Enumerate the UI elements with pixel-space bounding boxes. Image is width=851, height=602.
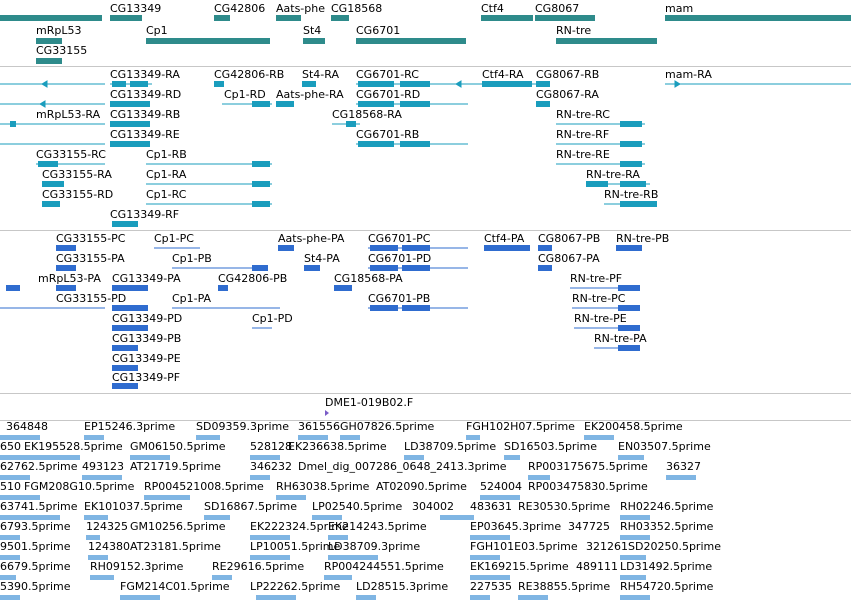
mrna-label[interactable]: Aats-phe-RA — [276, 88, 344, 101]
est-label[interactable]: 304002 — [412, 500, 454, 513]
protein-label[interactable]: RN-tre-PE — [574, 312, 627, 325]
clone-label[interactable]: DME1-019B02.F — [325, 396, 414, 409]
protein-exon[interactable] — [56, 265, 76, 271]
protein-label[interactable]: CG33155-PA — [56, 252, 125, 265]
protein-label[interactable]: CG6701-PD — [368, 252, 432, 265]
mrna-exon[interactable] — [38, 161, 58, 167]
est-label[interactable]: RE38855.5prime — [518, 580, 611, 593]
mrna-exon[interactable] — [620, 121, 642, 127]
mrna-exon[interactable] — [620, 141, 642, 147]
gene-label[interactable]: CG13349 — [110, 2, 162, 15]
mrna-exon[interactable] — [42, 181, 64, 187]
est-label[interactable]: EK214243.5prime — [328, 520, 427, 533]
protein-exon[interactable] — [6, 285, 20, 291]
protein-label[interactable]: CG33155-PD — [56, 292, 127, 305]
protein-label[interactable]: CG13349-PA — [112, 272, 181, 285]
est-mark[interactable] — [470, 595, 490, 600]
est-mark[interactable] — [440, 515, 474, 520]
est-label[interactable]: 524004 — [480, 480, 522, 493]
est-label[interactable]: RP004244551.5prime — [324, 560, 444, 573]
gene-bar-cg8067[interactable] — [535, 15, 595, 21]
protein-label[interactable]: CG6701-PC — [368, 232, 431, 245]
est-label[interactable]: FGM214C01.5prime — [120, 580, 230, 593]
est-label[interactable]: GH07826.5prime — [340, 420, 435, 433]
protein-label[interactable]: CG42806-PB — [218, 272, 288, 285]
mrna-label[interactable]: mam-RA — [665, 68, 712, 81]
protein-label[interactable]: Cp1-PC — [154, 232, 194, 245]
mrna-label[interactable]: RN-tre-RC — [556, 108, 610, 121]
protein-exon[interactable] — [616, 245, 642, 251]
est-label[interactable]: RP003475830.5prime — [528, 480, 648, 493]
protein-exon[interactable] — [334, 285, 352, 291]
gene-bar-cg6701[interactable] — [356, 38, 466, 44]
gene-bar-cg13349[interactable] — [110, 15, 142, 21]
est-label[interactable]: 6793.5prime — [0, 520, 71, 533]
mrna-exon[interactable] — [620, 181, 646, 187]
mrna-exon[interactable] — [586, 181, 608, 187]
mrna-label[interactable]: RN-tre-RB — [604, 188, 659, 201]
clone-track-glyphs — [0, 394, 851, 420]
gene-label[interactable]: Ctf4 — [481, 2, 504, 15]
gene-label[interactable]: CG8067 — [535, 2, 580, 15]
mrna-label[interactable]: Cp1-RB — [146, 148, 187, 161]
mrna-exon[interactable] — [358, 141, 394, 147]
est-label[interactable]: EK101037.5prime — [84, 500, 183, 513]
protein-label[interactable]: RN-tre-PF — [570, 272, 623, 285]
est-label[interactable]: EK169215.5prime — [470, 560, 569, 573]
est-label[interactable]: FGM208G10.5prime — [24, 480, 135, 493]
mrna-label[interactable]: Cp1-RA — [146, 168, 187, 181]
gene-label[interactable]: CG42806 — [214, 2, 266, 15]
mrna-label[interactable]: CG6701-RD — [356, 88, 421, 101]
mrna-exon[interactable] — [252, 201, 270, 207]
mrna-label[interactable]: CG6701-RB — [356, 128, 420, 141]
protein-label[interactable]: RN-tre-PC — [572, 292, 626, 305]
est-label[interactable]: RE30530.5prime — [518, 500, 611, 513]
est-label[interactable]: 36327 — [666, 460, 701, 473]
gene-bar-cg18568[interactable] — [331, 15, 349, 21]
mrna-exon[interactable] — [110, 141, 150, 147]
protein-label[interactable]: RN-tre-PB — [616, 232, 670, 245]
est-label[interactable]: LP02540.5prime — [312, 500, 403, 513]
gene-bar-mam[interactable] — [665, 15, 851, 21]
gene-label[interactable]: mam — [665, 2, 694, 15]
protein-track — [0, 231, 851, 391]
est-label[interactable]: RH54720.5prime — [620, 580, 714, 593]
est-label[interactable]: AT21719.5prime — [130, 460, 221, 473]
mrna-label[interactable]: RN-tre-RE — [556, 148, 610, 161]
gene-label[interactable]: CG6701 — [356, 24, 401, 37]
est-label[interactable]: RP004521008.5prime — [144, 480, 264, 493]
protein-label[interactable]: CG8067-PB — [538, 232, 601, 245]
protein-label[interactable]: Cp1-PB — [172, 252, 212, 265]
mrna-exon[interactable] — [346, 121, 356, 127]
mrna-label[interactable]: CG33155-RA — [42, 168, 112, 181]
gene-bar-cg33155[interactable] — [36, 58, 62, 64]
est-mark[interactable] — [0, 595, 20, 600]
est-label[interactable]: FGH102H07.5prime — [466, 420, 575, 433]
protein-exon[interactable] — [370, 245, 398, 251]
est-label[interactable]: LD28515.3prime — [356, 580, 449, 593]
mrna-exon[interactable] — [276, 101, 294, 107]
mrna-label[interactable]: CG13349-RA — [110, 68, 180, 81]
protein-label[interactable]: CG13349-PF — [112, 371, 181, 384]
est-label[interactable]: EK200458.5prime — [584, 420, 683, 433]
mrna-arrow — [42, 81, 47, 87]
clone-marker[interactable] — [325, 410, 329, 416]
est-label[interactable]: FGH101E03.5prime — [470, 540, 578, 553]
protein-exon[interactable] — [402, 245, 430, 251]
protein-label[interactable]: Ctf4-PA — [484, 232, 525, 245]
est-label[interactable]: EK222324.5prime — [250, 520, 349, 533]
est-label[interactable]: SD16503.5prime — [504, 440, 597, 453]
est-label[interactable]: SD16867.5prime — [204, 500, 297, 513]
est-label[interactable]: GM10256.5prime — [130, 520, 226, 533]
est-label[interactable]: EN03507.5prime — [618, 440, 711, 453]
est-mark[interactable] — [518, 595, 548, 600]
mrna-exon[interactable] — [130, 81, 148, 87]
gene-label[interactable]: St4 — [303, 24, 322, 37]
mrna-exon[interactable] — [110, 121, 150, 127]
gene-label[interactable]: CG18568 — [331, 2, 383, 15]
mrna-label[interactable]: CG13349-RD — [110, 88, 182, 101]
est-label[interactable]: 510 — [0, 480, 21, 493]
est-label[interactable]: RH63038.5prime — [276, 480, 370, 493]
mrna-exon[interactable] — [358, 81, 394, 87]
protein-exon[interactable] — [618, 285, 640, 291]
protein-exon[interactable] — [56, 245, 76, 251]
mrna-arrow — [675, 81, 680, 87]
gene-bar-aats-phe[interactable] — [276, 15, 301, 21]
est-label[interactable]: EP03645.3prime — [470, 520, 562, 533]
gene-label[interactable]: CG33155 — [36, 44, 88, 57]
mrna-label[interactable]: Cp1-RD — [224, 88, 266, 101]
est-label[interactable]: LP22262.5prime — [250, 580, 341, 593]
protein-label[interactable]: CG13349-PD — [112, 312, 183, 325]
protein-label[interactable]: Cp1-PA — [172, 292, 212, 305]
est-label[interactable]: 6679.5prime — [0, 560, 71, 573]
mrna-label[interactable]: RN-tre-RA — [586, 168, 640, 181]
mrna-label[interactable]: St4-RA — [302, 68, 339, 81]
est-label[interactable]: GM06150.5prime — [130, 440, 226, 453]
mrna-label[interactable]: CG13349-RE — [110, 128, 180, 141]
protein-exon[interactable] — [112, 325, 148, 331]
mrna-exon[interactable] — [252, 161, 270, 167]
mrna-exon[interactable] — [10, 121, 16, 127]
gene-label[interactable]: mRpL53 — [36, 24, 82, 37]
est-mark[interactable] — [90, 575, 114, 580]
est-label[interactable]: 528128 — [250, 440, 292, 453]
est-label[interactable]: 321261 — [586, 540, 628, 553]
protein-exon[interactable] — [112, 285, 148, 291]
protein-exon[interactable] — [218, 285, 228, 291]
gene-bar-rn-tre[interactable] — [556, 38, 657, 44]
est-label[interactable]: 361556 — [298, 420, 340, 433]
protein-exon[interactable] — [112, 345, 138, 351]
protein-exon[interactable] — [56, 285, 76, 291]
est-mark[interactable] — [120, 595, 160, 600]
gene-track — [0, 0, 851, 66]
est-label[interactable]: 62762.5prime — [0, 460, 78, 473]
mrna-label[interactable]: Ctf4-RA — [482, 68, 524, 81]
mrna-track — [0, 67, 851, 229]
gene-label[interactable]: Aats-phe — [276, 2, 326, 15]
est-label[interactable]: LD38709.3prime — [328, 540, 421, 553]
protein-label[interactable]: mRpL53-PA — [38, 272, 101, 285]
est-label[interactable]: 489111 — [576, 560, 618, 573]
est-label[interactable]: SD09359.3prime — [196, 420, 289, 433]
protein-exon[interactable] — [304, 265, 320, 271]
est-mark[interactable] — [256, 595, 296, 600]
mrna-label[interactable]: CG6701-RC — [356, 68, 419, 81]
est-label[interactable]: RP003175675.5prime — [528, 460, 648, 473]
mrna-exon[interactable] — [42, 201, 60, 207]
protein-label[interactable]: CG13349-PE — [112, 352, 181, 365]
mrna-exon[interactable] — [536, 81, 550, 87]
protein-exon[interactable] — [538, 245, 552, 251]
protein-exon[interactable] — [370, 305, 398, 311]
mrna-exon[interactable] — [400, 141, 430, 147]
mrna-arrow — [40, 101, 45, 107]
est-label[interactable]: RH09152.3prime — [90, 560, 184, 573]
est-label[interactable]: AT02090.5prime — [376, 480, 467, 493]
protein-exon[interactable] — [278, 245, 294, 251]
mrna-label[interactable]: Cp1-RC — [146, 188, 187, 201]
mrna-label[interactable]: CG8067-RA — [536, 88, 599, 101]
gene-label[interactable]: Cp1 — [146, 24, 168, 37]
protein-label[interactable]: CG13349-PB — [112, 332, 182, 345]
mrna-label[interactable]: CG13349-RB — [110, 108, 181, 121]
protein-exon[interactable] — [618, 345, 640, 351]
est-label[interactable]: RE29616.5prime — [212, 560, 305, 573]
est-label[interactable]: RH03352.5prime — [620, 520, 714, 533]
mrna-label[interactable]: CG18568-RA — [332, 108, 402, 121]
mrna-exon[interactable] — [214, 81, 224, 87]
est-label[interactable]: 124325 — [86, 520, 128, 533]
est-label[interactable]: 650 — [0, 440, 21, 453]
mrna-label[interactable]: CG13349-RF — [110, 208, 180, 221]
est-label[interactable]: SD20250.5prime — [628, 540, 721, 553]
protein-exon[interactable] — [402, 265, 430, 271]
est-label[interactable]: 63741.5prime — [0, 500, 78, 513]
est-label[interactable]: 347725 — [568, 520, 610, 533]
protein-label[interactable]: Cp1-PD — [252, 312, 293, 325]
protein-label[interactable]: CG33155-PC — [56, 232, 126, 245]
est-label[interactable]: 5390.5prime — [0, 580, 71, 593]
mrna-label[interactable]: CG33155-RC — [36, 148, 106, 161]
protein-exon[interactable] — [252, 265, 268, 271]
protein-exon[interactable] — [618, 305, 640, 311]
protein-label[interactable]: St4-PA — [304, 252, 340, 265]
est-label[interactable]: 346232 — [250, 460, 292, 473]
est-label[interactable]: LD31492.5prime — [620, 560, 713, 573]
gene-bar-cg42806[interactable] — [214, 15, 230, 21]
est-mark[interactable] — [356, 595, 376, 600]
mrna-exon[interactable] — [536, 101, 550, 107]
mrna-exon[interactable] — [252, 101, 270, 107]
protein-exon[interactable] — [370, 265, 398, 271]
mrna-label[interactable]: mRpL53-RA — [36, 108, 101, 121]
est-label[interactable]: AT23181.5prime — [130, 540, 221, 553]
mrna-exon[interactable] — [620, 161, 642, 167]
mrna-label[interactable]: CG42806-RB — [214, 68, 285, 81]
protein-label[interactable]: CG18568-PA — [334, 272, 403, 285]
protein-exon[interactable] — [402, 305, 430, 311]
est-label[interactable]: 124380 — [88, 540, 130, 553]
mrna-exon[interactable] — [112, 221, 138, 227]
mrna-exon[interactable] — [620, 201, 657, 207]
mrna-label[interactable]: CG8067-RB — [536, 68, 600, 81]
est-label[interactable]: EK236638.5prime — [288, 440, 387, 453]
protein-label[interactable]: Aats-phe-PA — [278, 232, 345, 245]
protein-label[interactable]: CG6701-PB — [368, 292, 431, 305]
mrna-exon[interactable] — [110, 101, 150, 107]
clone-track — [0, 394, 851, 420]
est-label[interactable]: 9501.5prime — [0, 540, 71, 553]
protein-exon[interactable] — [538, 265, 552, 271]
protein-label[interactable]: RN-tre-PA — [594, 332, 647, 345]
mrna-label[interactable]: CG33155-RD — [42, 188, 114, 201]
mrna-exon[interactable] — [252, 181, 270, 187]
gene-bar-st4[interactable] — [303, 38, 325, 44]
est-label[interactable]: RH02246.5prime — [620, 500, 714, 513]
protein-exon[interactable] — [112, 305, 148, 311]
est-label[interactable]: 483631 — [470, 500, 512, 513]
protein-exon[interactable] — [618, 325, 640, 331]
gene-bar-ctf4[interactable] — [481, 15, 533, 21]
mrna-exon[interactable] — [358, 101, 394, 107]
gene-label[interactable]: RN-tre — [556, 24, 592, 37]
protein-label[interactable]: CG8067-PA — [538, 252, 600, 265]
mrna-exon[interactable] — [400, 101, 430, 107]
est-label[interactable]: 493123 — [82, 460, 124, 473]
mrna-label[interactable]: RN-tre-RF — [556, 128, 610, 141]
est-mark[interactable] — [666, 475, 696, 480]
est-label[interactable]: EP15246.3prime — [84, 420, 176, 433]
est-label[interactable]: LP10051.5prime — [250, 540, 341, 553]
est-label[interactable]: EK195528.5prime — [24, 440, 123, 453]
mrna-exon[interactable] — [112, 81, 126, 87]
protein-exon[interactable] — [484, 245, 530, 251]
gene-bar-cp1[interactable] — [146, 38, 270, 44]
mrna-exon[interactable] — [302, 81, 316, 87]
mrna-exon[interactable] — [482, 81, 532, 87]
est-track — [0, 421, 851, 602]
gene-bar-cg13349-left[interactable] — [0, 15, 102, 21]
est-mark[interactable] — [620, 595, 650, 600]
mrna-exon[interactable] — [400, 81, 430, 87]
est-label[interactable]: Dmel_dig_007286_0648_2413.3prime — [298, 460, 507, 473]
est-label[interactable]: LD38709.5prime — [404, 440, 497, 453]
est-label[interactable]: 364848 — [6, 420, 48, 433]
est-label[interactable]: 227535 — [470, 580, 512, 593]
